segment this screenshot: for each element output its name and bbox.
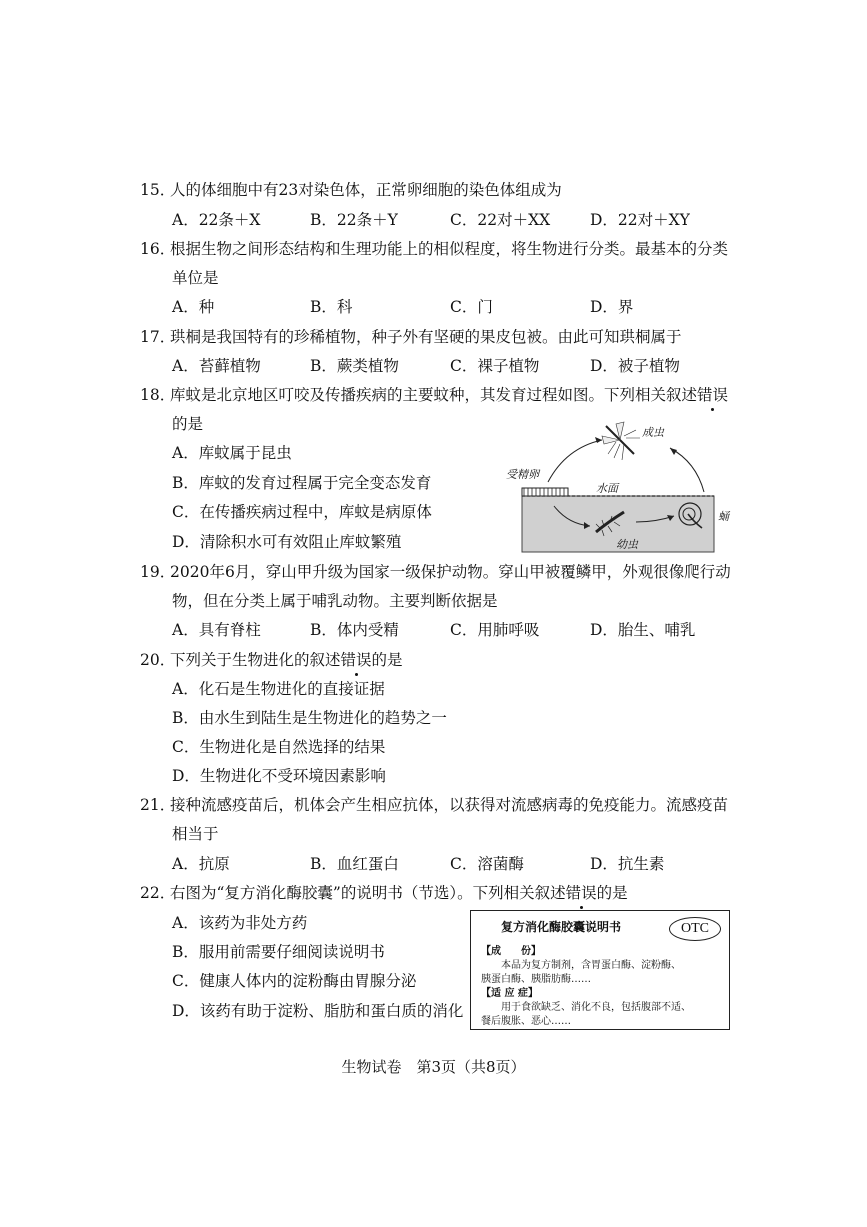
option-c: C．门 [450,298,493,316]
question-number: 20． [140,651,176,669]
emphasis-text: 错误 [697,386,729,404]
question-text: 2020年6月，穿山甲升级为国家一级保护动物。穿山甲被覆鳞甲，外观很像爬行动 [170,563,731,581]
question-text-end: 的是 [371,651,403,669]
option-d: D．抗生素 [590,855,665,873]
question-15-options [172,210,732,230]
option-a: A．22条＋X [172,211,261,229]
option-a: A．抗原 [172,855,230,873]
option-b: B．血红蛋白 [310,855,399,873]
leaflet-indications-line1: 用于食欲缺乏、消化不良，包括腹部不适、 [501,1002,691,1013]
question-number: 17． [140,328,176,346]
leaflet-section-indications: 【适 应 症】 [481,988,538,999]
egg-raft-icon [522,488,568,496]
option-a: A．库蚊属于昆虫 [172,444,292,462]
question-text: 右图为“复方消化酶胶囊”的说明书（节选）。下列相关叙述 [170,884,566,902]
question-number: 15． [140,181,176,199]
option-b: B．由水生到陆生是生物进化的趋势之一 [172,709,447,727]
option-d: D．界 [590,298,634,316]
question-21-continuation: 相当于 [172,825,219,843]
question-19-options [172,620,732,640]
emphasis-text: 错误 [565,884,597,902]
option-b: B．蕨类植物 [310,357,399,375]
option-b: B．22条＋Y [310,211,398,229]
question-17-options [172,356,732,376]
option-c: C．在传播疾病过程中，库蚊是病原体 [172,503,432,521]
question-16 [140,239,740,259]
question-text: 接种流感疫苗后，机体会产生相应抗体，以获得对流感病毒的免疫能力。流感疫苗 [170,796,729,814]
question-20 [140,650,740,670]
label-adult: 成虫 [642,426,664,439]
question-number: 22． [140,884,176,902]
otc-badge: OTC [669,917,721,941]
option-a: A．苔藓植物 [172,357,261,375]
question-text: 库蚊是北京地区叮咬及传播疾病的主要蚊种，其发育过程如图。下列相关叙述 [170,386,698,404]
question-19-continuation: 物，但在分类上属于哺乳动物。主要判断依据是 [172,592,498,610]
page-footer: 生物试卷 第3页（共8页） [341,1058,526,1076]
question-text: 下列关于生物进化的叙述 [170,651,341,669]
option-c: C．溶菌酶 [450,855,524,873]
question-19 [140,562,740,582]
option-c: C．22对＋XX [450,211,551,229]
option-d: D．清除积水可有效阻止库蚊繁殖 [172,533,402,551]
medicine-leaflet [470,910,730,1030]
question-16-options [172,297,732,317]
question-number: 19． [140,563,176,581]
option-d: D．被子植物 [590,357,680,375]
question-18 [140,385,740,405]
option-d: D．22对＋XY [590,211,690,229]
option-d: D．该药有助于淀粉、脂肪和蛋白质的消化 [172,1002,464,1020]
leaflet-ingredients-line2: 胰蛋白酶、胰脂肪酶…… [481,974,591,985]
question-16-continuation: 单位是 [172,269,219,287]
question-number: 16． [140,240,176,258]
question-text: 珙桐是我国特有的珍稀植物，种子外有坚硬的果皮包被。由此可知珙桐属于 [170,328,682,346]
option-d: D．生物进化不受环境因素影响 [172,767,386,785]
option-a: A．种 [172,298,215,316]
leaflet-ingredients-line1: 本品为复方制剂，含胃蛋白酶、淀粉酶、 [501,960,681,971]
option-a: A．化石是生物进化的直接证据 [172,680,385,698]
question-text: 人的体细胞中有23对染色体，正常卵细胞的染色体组成为 [170,181,562,199]
option-d: D．胎生、哺乳 [590,621,696,639]
question-17 [140,327,740,347]
option-b: B．服用前需要仔细阅读说明书 [172,943,385,961]
option-a: A．该药为非处方药 [172,914,308,932]
label-larva: 幼虫 [616,538,638,551]
question-22 [140,883,740,903]
leaflet-indications-line2: 餐后腹胀、恶心…… [481,1016,571,1027]
adult-mosquito-icon [602,422,640,460]
option-a: A．具有脊柱 [172,621,261,639]
question-18-continuation: 的是 [172,415,204,433]
label-pupa: 蛹 [718,510,729,523]
option-b: B．体内受精 [310,621,399,639]
mosquito-lifecycle-figure [492,418,732,554]
label-egg: 受精卵 [506,468,539,481]
question-15 [140,180,740,200]
leaflet-title: 复方消化酶胶囊说明书 [501,920,622,934]
option-b: B．库蚊的发育过程属于完全变态发育 [172,474,432,492]
label-water: 水面 [596,482,618,495]
leaflet-section-ingredients: 【成 份】 [481,946,541,957]
option-b: B．科 [310,298,353,316]
question-text: 根据生物之间形态结构和生理功能上的相似程度，将生物进行分类。最基本的分类 [170,240,729,258]
question-number: 18． [140,386,176,404]
emphasis-text: 错误 [340,651,372,669]
question-21-options [172,854,732,874]
option-c: C．裸子植物 [450,357,540,375]
question-number: 21． [140,796,176,814]
option-c: C．用肺呼吸 [450,621,540,639]
question-text-end: 的是 [596,884,628,902]
option-c: C．健康人体内的淀粉酶由胃腺分泌 [172,972,417,990]
option-c: C．生物进化是自然选择的结果 [172,738,386,756]
question-21 [140,795,740,815]
